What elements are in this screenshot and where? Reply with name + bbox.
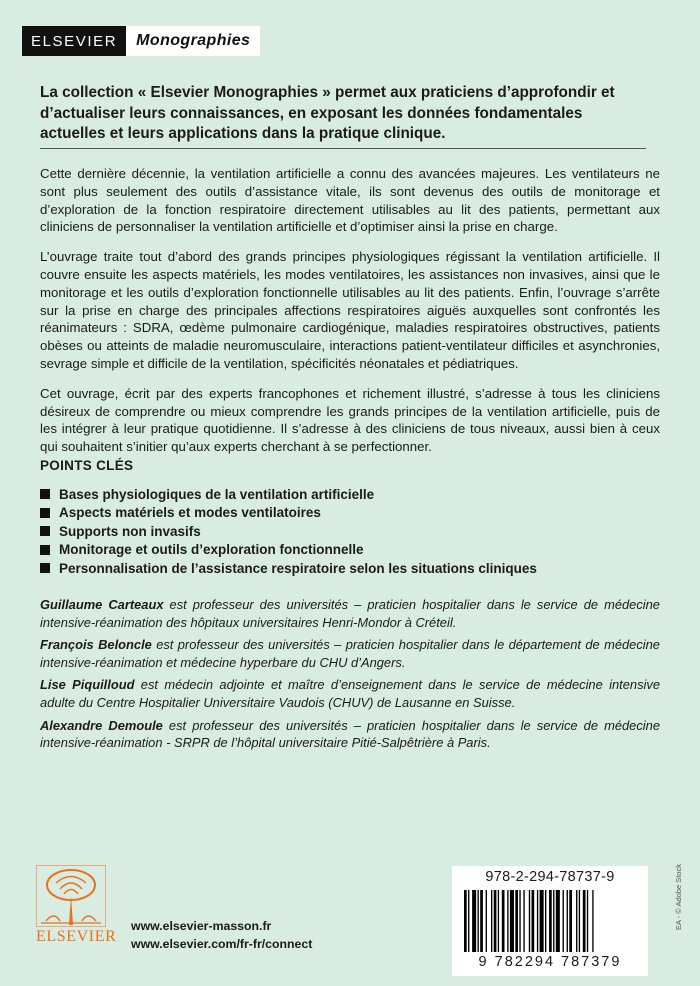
paragraph: Cet ouvrage, écrit par des experts francophones et richement illustré, s’adresse à tous les cliniciens désireux de comprendre ou mieux comprendre les grands principes de la ventilation artificielle, puis de les intégrer à leur pratique quotidienne. Il s’adresse à des cliniciens de tous niveaux, aussi bien à ceux qui souhaitent s’initier qu’aux experts cherchant à se perfectionner. (40, 385, 660, 455)
square-bullet-icon (40, 563, 50, 573)
publisher-label: ELSEVIER (22, 26, 126, 56)
collection-brand (22, 26, 260, 56)
intro-text: La collection « Elsevier Monographies » permet aux praticiens d’approfondir et d’actualiser leurs connaissances, en exposant les données fondamentales actuelles et leurs applications dans la pratique clinique. (40, 84, 615, 142)
author-bio: François Beloncle est professeur des universités – praticien hospitalier dans le département de médecine intensive-réanimation et médecine hyperbare du CHU d’Angers. (40, 637, 660, 670)
square-bullet-icon (40, 545, 50, 555)
author-bios (40, 596, 660, 757)
paragraph: L’ouvrage traite tout d’abord des grands principes physiologiques régissant la ventilation artificielle. Il couvre ensuite les aspects matériels, les modes ventilatoires, les assistances non invasives, ainsi que le monitorage et les outils d’exploration fonctionnelle utilisables au lit des patients. Enfin, l’ouvrage s’arrête sur la prise en charge des principales affections respiratoires aiguës auxquelles sont confrontés les réanimateurs : SDRA, œdème pulmonaire cardiogénique, maladies respiratoires obstructives, patients obèses ou atteints de maladie neuromusculaire, interactions patient-ventilateur difficiles et asynchronies, sevrage simple et difficile de la ventilation, spécificités néonatales et pédiatriques. (40, 249, 660, 371)
ean-number: 9 782294 787379 (478, 954, 622, 970)
description (40, 165, 660, 468)
elsevier-tree-logo-icon (36, 865, 106, 927)
list-item: Aspects matériels et modes ventilatoires (40, 504, 537, 523)
publisher-links (131, 918, 312, 953)
author-name: Lise Piquilloud (40, 677, 135, 693)
square-bullet-icon (40, 508, 50, 518)
collection-label: Monographies (126, 26, 260, 56)
barcode-icon (464, 890, 636, 952)
website-link[interactable]: www.elsevier-masson.fr (131, 919, 272, 933)
list-item: Bases physiologiques de la ventilation artificielle (40, 485, 537, 504)
list-item: Supports non invasifs (40, 522, 537, 541)
square-bullet-icon (40, 489, 50, 499)
author-bio: Alexandre Demoule est professeur des universités – praticien hospitalier dans le service de médecine intensive-réanimation - SRPR de l’hôpital universitaire Pitié-Salpêtrière à Paris. (40, 717, 660, 751)
key-points-list (40, 485, 537, 578)
author-name: Alexandre Demoule (40, 717, 163, 733)
divider (40, 148, 646, 149)
elsevier-logo-text: ELSEVIER (36, 928, 117, 945)
author-name: François Beloncle (40, 637, 152, 653)
list-item: Personnalisation de l’assistance respiratoire selon les situations cliniques (40, 559, 537, 578)
photo-credit: EA - © Adobe Stock (674, 864, 683, 930)
paragraph: Cette dernière décennie, la ventilation artificielle a connu des avancées majeures. Les ventilateurs ne sont plus seulement des outils d’assistance vitale, ils sont devenus des outils de monitorage et d’exploration de la fonction respiratoire directement utilisables au lit des patients, permettant aux cliniciens de personnaliser la ventilation artificielle et d’optimiser ainsi la prise en charge. (40, 166, 660, 235)
author-bio: Lise Piquilloud est médecin adjointe et maître d’enseignement dans le service de médecine intensive adulte du Centre Hospitalier Universitaire Vaudois (CHUV) de Lausanne en Suisse. (40, 677, 661, 710)
author-bio: Guillaume Carteaux est professeur des universités – praticien hospitalier dans le service de médecine intensive-réanimation des hôpitaux universitaires Henri-Mondor à Créteil. (40, 597, 660, 630)
author-name: Guillaume Carteaux (40, 597, 164, 612)
list-item: Monitorage et outils d’exploration fonctionnelle (40, 541, 537, 560)
square-bullet-icon (40, 526, 50, 536)
connect-link[interactable]: www.elsevier.com/fr-fr/connect (131, 936, 313, 951)
isbn-number: 978-2-294-78737-9 (485, 869, 615, 885)
key-points-title: POINTS CLÉS (40, 458, 134, 473)
barcode-panel (452, 866, 648, 976)
